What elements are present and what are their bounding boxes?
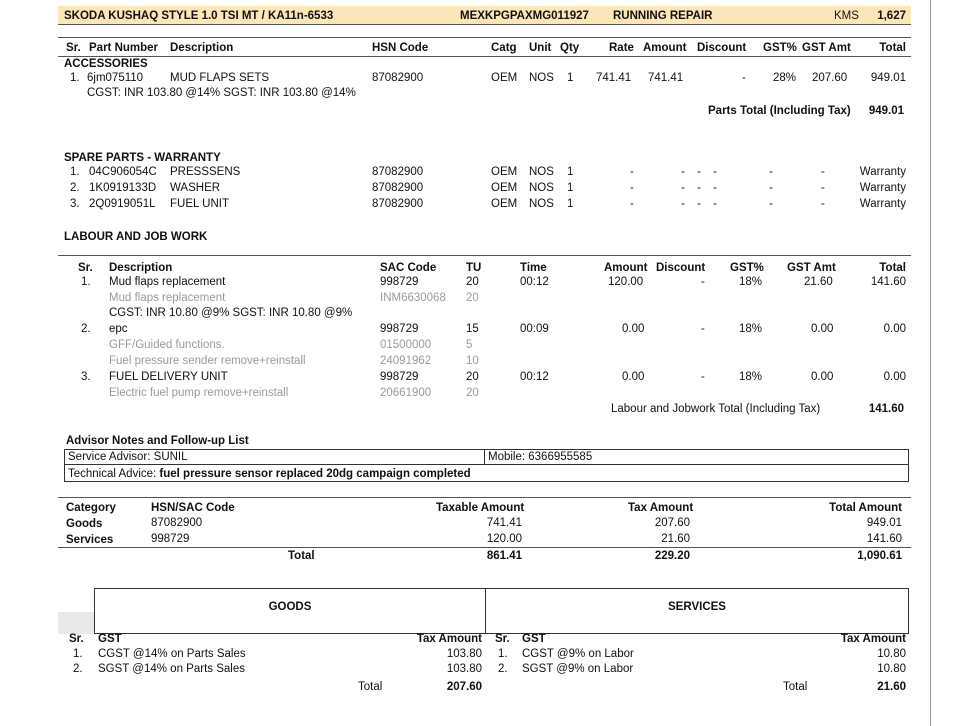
dash: - (697, 182, 701, 194)
goods-title: GOODS (268, 601, 312, 613)
goods-tax: 103.80 (446, 648, 482, 660)
summary-taxable: 120.00 (486, 533, 522, 545)
lab-col-description: Description (109, 262, 173, 274)
warranty-catg: OEM (491, 198, 518, 210)
part-qty: 1 (567, 72, 574, 84)
services-sr: 2. (498, 663, 508, 675)
warranty-hsn: 87082900 (372, 166, 424, 178)
services-title: SERVICES (668, 601, 726, 613)
services-total-label: Total (783, 681, 808, 693)
divider (58, 547, 911, 548)
labour-amount: 0.00 (622, 371, 645, 383)
kms-value: 1,627 (877, 10, 906, 22)
warranty-part-number: 1K0919133D (89, 182, 157, 194)
col-qty: Qty (560, 42, 580, 54)
dash: - (769, 198, 773, 210)
col-total: Total (879, 42, 906, 54)
col-amount: Amount (643, 42, 687, 54)
summary-tax: 21.60 (661, 533, 690, 545)
lab-col-gst-amt: GST Amt (787, 262, 836, 274)
technical-advice-value: fuel pressure sensor replaced 20dg campaign completed (159, 468, 471, 480)
technical-advice (68, 467, 471, 481)
labour-discount: - (701, 371, 705, 383)
services-total: 21.60 (877, 681, 906, 693)
dash: - (713, 198, 717, 210)
summary-category: Goods (66, 518, 103, 530)
vehicle-vin: MEXKPGPAXMG011927 (460, 10, 589, 22)
labour-time: 00:12 (520, 276, 549, 288)
labour-sub-description: GFF/Guided functions. (109, 339, 225, 351)
labour-sr: 3. (81, 371, 91, 383)
parts-total-value: 949.01 (868, 105, 904, 117)
warranty-total: Warranty (859, 198, 906, 210)
sum-col-total: Total Amount (829, 502, 902, 514)
labour-sub-tu: 10 (466, 355, 479, 367)
warranty-hsn: 87082900 (372, 182, 424, 194)
job-type: RUNNING REPAIR (613, 10, 713, 22)
part-gst-pct: 28% (773, 72, 797, 84)
labour-gst-amt: 21.60 (804, 276, 833, 288)
labour-discount: - (701, 276, 705, 288)
dash: - (697, 166, 701, 178)
part-number: 6jm075110 (87, 72, 144, 84)
lab-col-total: Total (879, 262, 906, 274)
labour-sub-description: Mud flaps replacement (109, 292, 226, 304)
warranty-unit: NOS (529, 198, 554, 210)
labour-sac: 998729 (380, 276, 419, 288)
dash: - (713, 166, 717, 178)
labour-tu: 20 (466, 371, 479, 383)
goods-col-sr: Sr. (69, 633, 84, 645)
labour-description: FUEL DELIVERY UNIT (109, 371, 228, 383)
accessory-tax-line: CGST: INR 103.80 @14% SGST: INR 103.80 @14% (87, 87, 356, 99)
vehicle-model: SKODA KUSHAQ STYLE 1.0 TSI MT / KA11n-6533 (64, 10, 334, 22)
lab-col-sac: SAC Code (380, 262, 437, 274)
lab-col-time: Time (520, 262, 547, 274)
summary-total-tax: 229.20 (654, 550, 690, 562)
services-gst: SGST @9% on Labor (522, 663, 634, 675)
col-sr: Sr. (66, 42, 81, 54)
dash: - (630, 166, 634, 178)
summary-total-label: Total (288, 550, 315, 562)
divider (58, 497, 911, 498)
warranty-qty: 1 (567, 198, 574, 210)
advisor-title: Advisor Notes and Follow-up List (66, 435, 249, 447)
dash: - (821, 166, 825, 178)
labour-discount: - (701, 323, 705, 335)
sum-col-code: HSN/SAC Code (151, 502, 235, 514)
dash: - (769, 182, 773, 194)
dash: - (681, 198, 685, 210)
col-discount: Discount (697, 42, 747, 54)
services-tax: 10.80 (877, 663, 906, 675)
labour-description: Mud flaps replacement (109, 276, 226, 288)
labour-time: 00:09 (520, 323, 549, 335)
goods-sr: 2. (73, 663, 83, 675)
services-col-gst: GST (522, 633, 546, 645)
lab-col-amount: Amount (604, 262, 648, 274)
services-tax: 10.80 (877, 648, 906, 660)
summary-total-taxable: 861.41 (486, 550, 522, 562)
summary-total: 141.60 (866, 533, 902, 545)
lab-col-tu: TU (466, 262, 482, 274)
col-hsn: HSN Code (372, 42, 429, 54)
goods-sr: 1. (73, 648, 83, 660)
lab-col-discount: Discount (656, 262, 706, 274)
page-edge (930, 0, 931, 726)
labour-sub-code: INM6630068 (380, 292, 446, 304)
col-unit: Unit (529, 42, 552, 54)
labour-total: 0.00 (883, 371, 906, 383)
summary-code: 998729 (151, 533, 190, 545)
part-catg: OEM (491, 72, 518, 84)
warranty-total: Warranty (859, 166, 906, 178)
divider (58, 56, 911, 57)
goods-col-gst: GST (98, 633, 122, 645)
part-rate: 741.41 (596, 72, 632, 84)
labour-sub-code: 24091962 (380, 355, 432, 367)
accessories-title: ACCESSORIES (64, 58, 148, 70)
sum-col-tax: Tax Amount (628, 502, 694, 514)
services-col-sr: Sr. (495, 633, 510, 645)
warranty-unit: NOS (529, 166, 554, 178)
goods-tax: 103.80 (446, 663, 482, 675)
sum-col-category: Category (66, 502, 116, 514)
labour-sub-tu: 20 (466, 387, 479, 399)
part-description: MUD FLAPS SETS (170, 72, 270, 84)
labour-gst-amt: 0.00 (811, 371, 834, 383)
labour-sr: 2. (81, 323, 91, 335)
service-advisor: Service Advisor: SUNIL (68, 451, 188, 463)
labour-total: 141.60 (870, 276, 906, 288)
labour-sr: 1. (81, 276, 91, 288)
warranty-qty: 1 (567, 182, 574, 194)
summary-category: Services (66, 534, 114, 546)
dash: - (630, 198, 634, 210)
labour-tu: 15 (466, 323, 479, 335)
sum-col-taxable: Taxable Amount (436, 502, 525, 514)
technical-advice-label: Technical Advice: (68, 468, 160, 480)
warranty-description: WASHER (170, 182, 221, 194)
goods-gst: SGST @14% on Parts Sales (98, 663, 245, 675)
part-hsn: 87082900 (372, 72, 424, 84)
warranty-description: PRESSSENS (170, 166, 241, 178)
part-discount: - (742, 72, 746, 84)
labour-total: 0.00 (883, 323, 906, 335)
part-total: 949.01 (870, 72, 906, 84)
col-part-number: Part Number (89, 42, 159, 54)
kms-label: KMS (834, 10, 859, 22)
divider (58, 255, 911, 256)
warranty-catg: OEM (491, 182, 518, 194)
part-unit: NOS (529, 72, 554, 84)
warranty-description: FUEL UNIT (170, 198, 229, 210)
col-catg: Catg (491, 42, 517, 54)
dash: - (821, 198, 825, 210)
labour-total-value: 141.60 (868, 403, 904, 415)
labour-sub-tu: 5 (466, 339, 473, 351)
part-sr: 1. (70, 72, 80, 84)
dash: - (681, 182, 685, 194)
goods-total-label: Total (358, 681, 383, 693)
labour-gst-amt: 0.00 (811, 323, 834, 335)
summary-tax: 207.60 (654, 517, 690, 529)
warranty-part-number: 2Q0919051L (89, 198, 156, 210)
warranty-title: SPARE PARTS - WARRANTY (64, 152, 221, 164)
warranty-total: Warranty (859, 182, 906, 194)
summary-code: 87082900 (151, 517, 203, 529)
divider (58, 37, 911, 38)
warranty-sr: 3. (70, 198, 80, 210)
labour-sub-tu: 20 (466, 292, 479, 304)
col-gst-pct: GST% (763, 42, 797, 54)
labour-description: epc (109, 323, 128, 335)
dash: - (630, 182, 634, 194)
warranty-sr: 1. (70, 166, 80, 178)
labour-total-label: Labour and Jobwork Total (Including Tax) (611, 403, 821, 415)
labour-gst-pct: 18% (739, 371, 763, 383)
services-col-tax: Tax Amount (840, 633, 906, 645)
warranty-sr: 2. (70, 182, 80, 194)
warranty-unit: NOS (529, 182, 554, 194)
summary-taxable: 741.41 (486, 517, 522, 529)
part-amount: 741.41 (648, 72, 684, 84)
warranty-hsn: 87082900 (372, 198, 424, 210)
labour-gst-pct: 18% (739, 323, 763, 335)
warranty-qty: 1 (567, 166, 574, 178)
dash: - (821, 182, 825, 194)
labour-sub-code: 01500000 (380, 339, 432, 351)
dash: - (697, 198, 701, 210)
dash: - (681, 166, 685, 178)
services-gst: CGST @9% on Labor (522, 648, 634, 660)
labour-sub-description: Electric fuel pump remove+reinstall (109, 387, 289, 399)
labour-tax-line: CGST: INR 10.80 @9% SGST: INR 10.80 @9% (109, 307, 353, 319)
summary-total-amount: 1,090.61 (857, 550, 902, 562)
lab-col-sr: Sr. (78, 262, 93, 274)
labour-gst-pct: 18% (739, 276, 763, 288)
labour-sub-code: 20661900 (380, 387, 432, 399)
goods-col-tax: Tax Amount (416, 633, 482, 645)
goods-total: 207.60 (446, 681, 482, 693)
labour-title: LABOUR AND JOB WORK (64, 231, 208, 243)
goods-gst: CGST @14% on Parts Sales (98, 648, 246, 660)
labour-sub-description: Fuel pressure sender remove+reinstall (109, 355, 306, 367)
warranty-part-number: 04C906054C (89, 166, 157, 178)
parts-total-label: Parts Total (Including Tax) (708, 105, 851, 117)
col-gst-amt: GST Amt (802, 42, 851, 54)
dash: - (713, 182, 717, 194)
summary-total: 949.01 (866, 517, 902, 529)
labour-amount: 0.00 (622, 323, 645, 335)
lab-col-gst-pct: GST% (730, 262, 764, 274)
labour-time: 00:12 (520, 371, 549, 383)
col-description: Description (170, 42, 234, 54)
labour-tu: 20 (466, 276, 479, 288)
labour-sac: 998729 (380, 371, 419, 383)
services-sr: 1. (498, 648, 508, 660)
labour-amount: 120.00 (608, 276, 644, 288)
advisor-mobile: Mobile: 6366955585 (488, 451, 593, 463)
part-gst-amt: 207.60 (812, 72, 848, 84)
dash: - (769, 166, 773, 178)
labour-sac: 998729 (380, 323, 419, 335)
col-rate: Rate (609, 42, 634, 54)
warranty-catg: OEM (491, 166, 518, 178)
